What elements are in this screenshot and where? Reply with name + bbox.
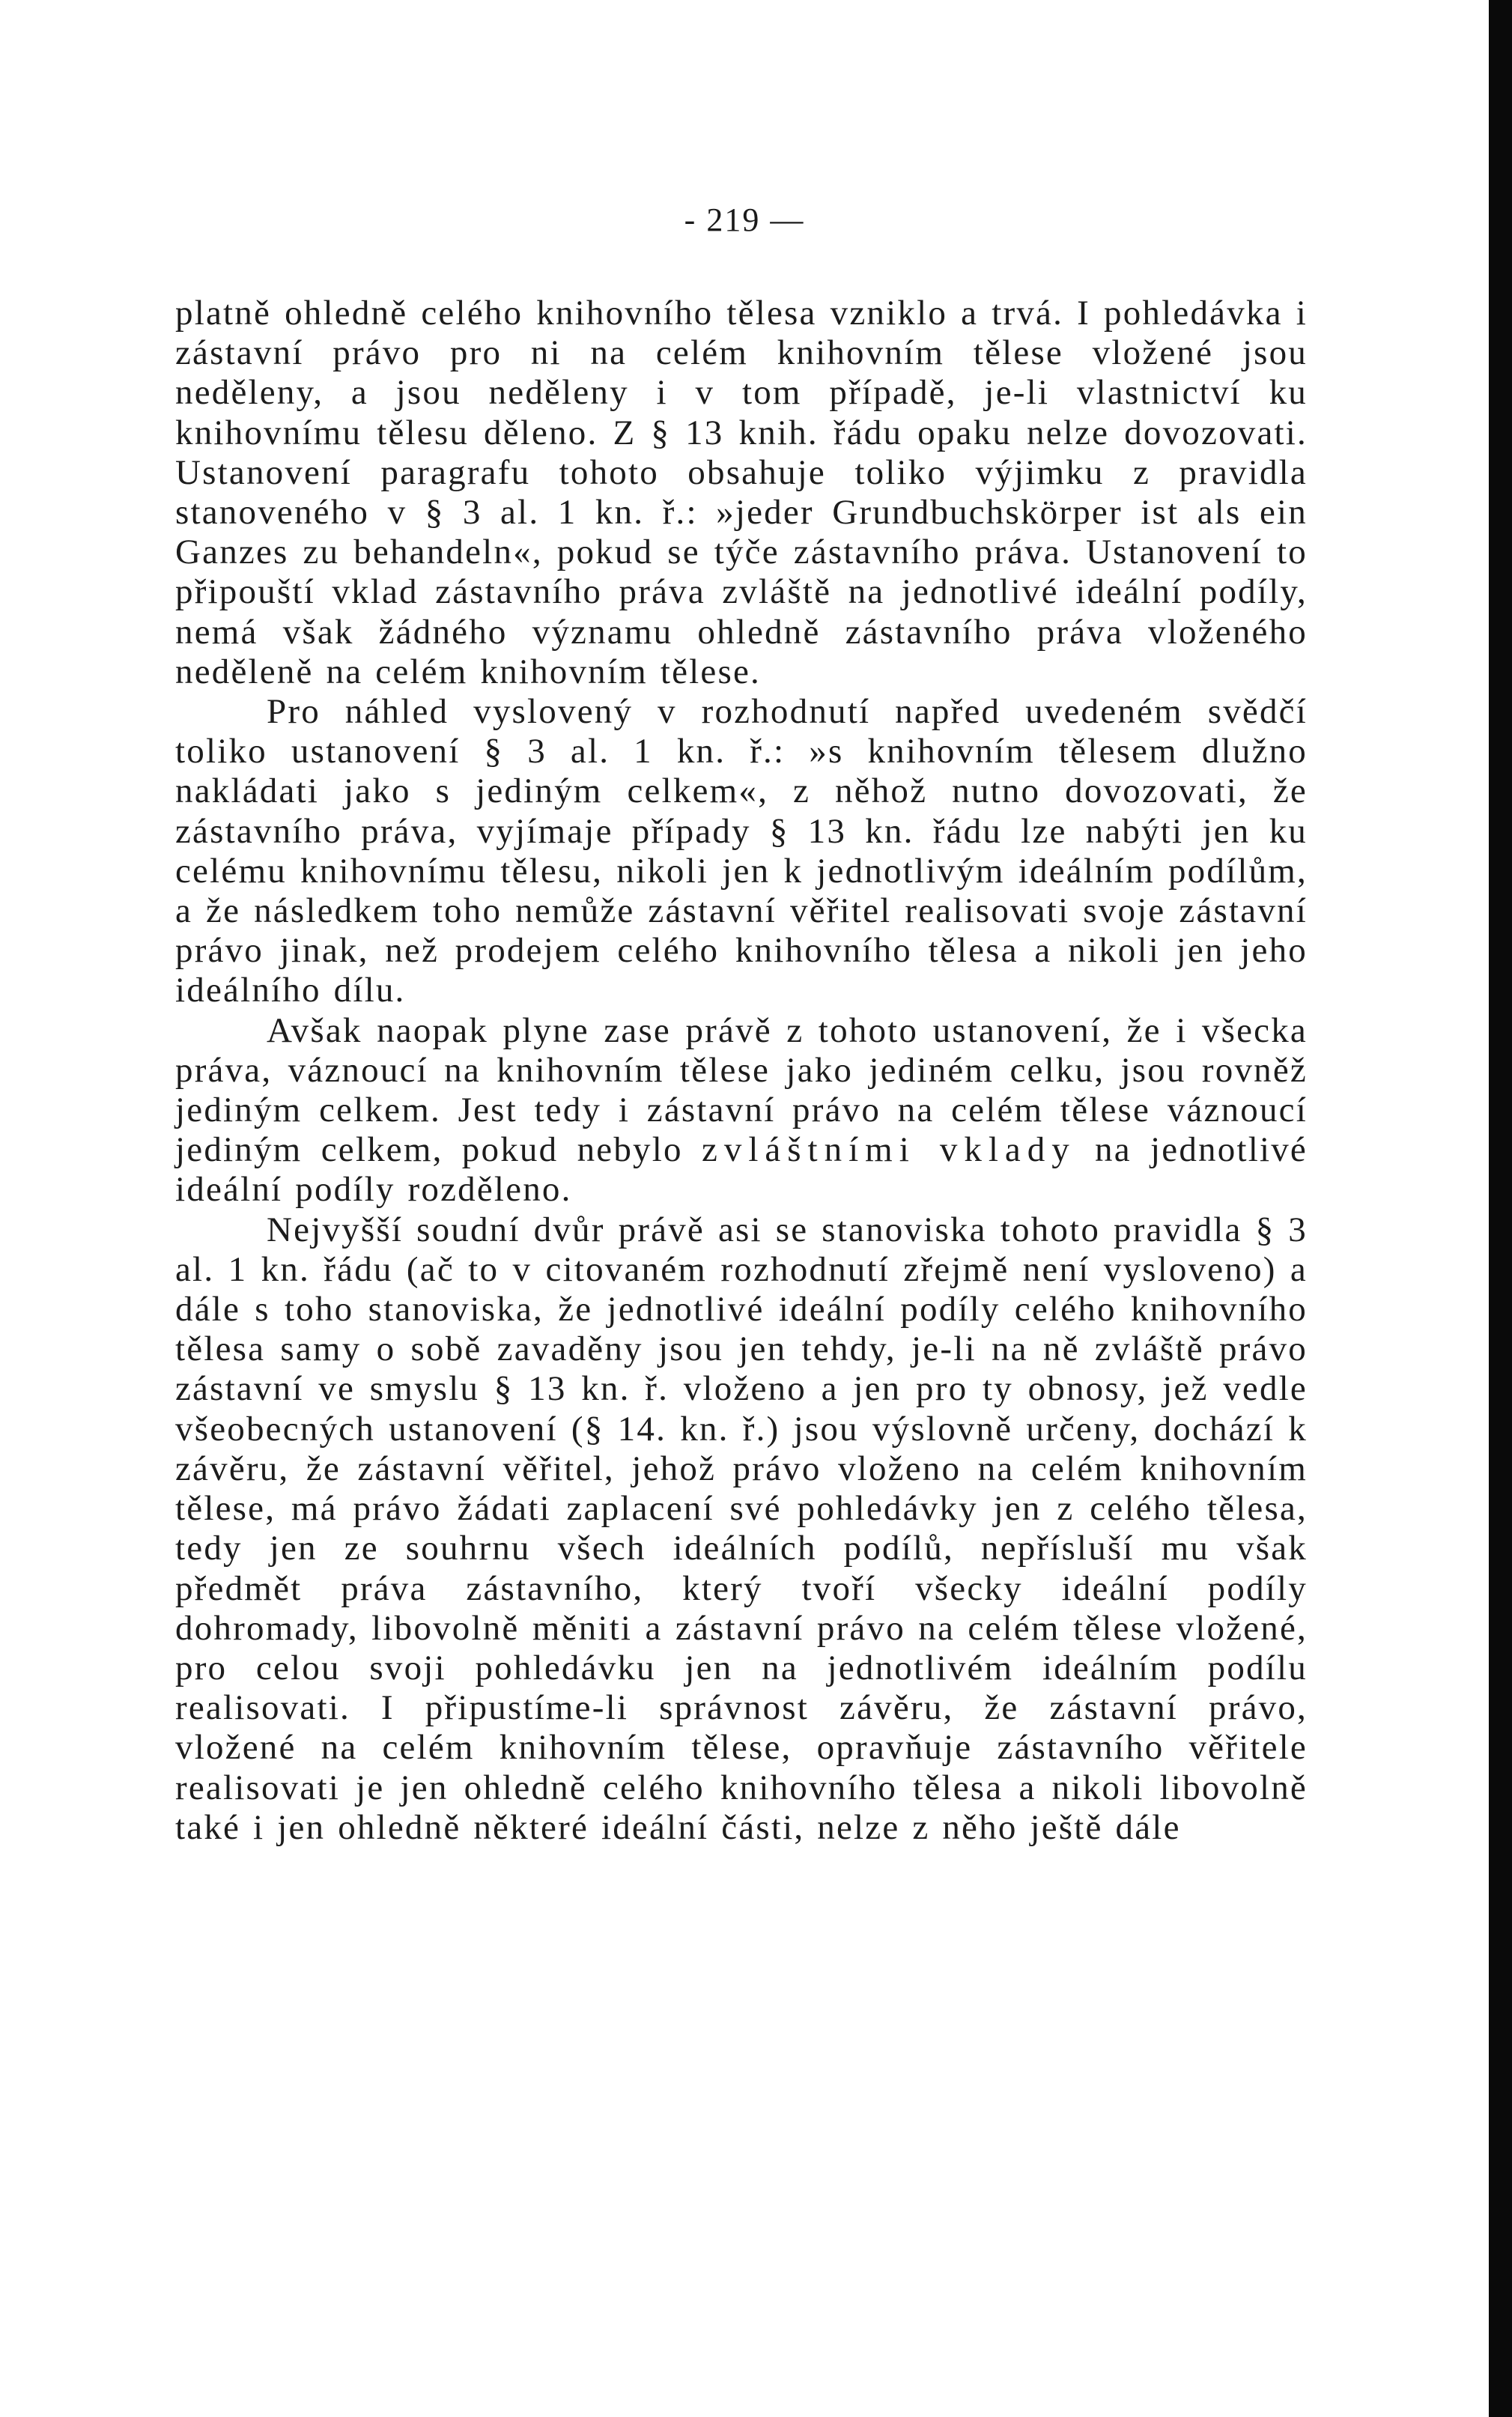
spaced-emphasis: zvláštními vklady: [701, 1130, 1076, 1170]
paragraph-3-start: Avšak naopak plyne zase právě z tohoto ustanovení, že i všecka práva, váznoucí na knihovním tělese jako jediném celku, jsou rovněž jediným celkem. Jest tedy i zástavní právo na celém tělese váznoucí jediným celkem, pokud nebylo: [175, 1010, 1308, 1170]
paragraph-3: [175, 1011, 1308, 1210]
paragraph-2: Pro náhled vyslovený v rozhodnutí napřed uvedeném svědčí toliko ustanovení § 3 al. 1 kn. ř.: »s knihovním tělesem dlužno nakládati jako s jediným celkem«, z něhož nutno dovozovati, že zástavního práva, vyjímaje případy § 13 kn. řádu lze nabýti jen ku celému knihovnímu tělesu, nikoli jen k jednotlivým ideálním podílům, a že následkem toho nemůže zástavní věřitel realisovati svoje zástavní právo jinak, než prodejem celého knihovního tělesa a nikoli jen jeho ideálního dílu.: [175, 692, 1308, 1010]
paragraph-1: platně ohledně celého knihovního tělesa vzniklo a trvá. I pohledávka i zástavní právo pro ni na celém knihovním tělese vložené jsou neděleny, a jsou neděleny i v tom případě, je-li vlastnictví ku knihovnímu tělesu děleno. Z § 13 knih. řádu opaku nelze dovozovati. Ustanovení paragrafu tohoto obsahuje toliko výjimku z pravidla stanoveného v § 3 al. 1 kn. ř.: »jeder Grundbuchskörper ist als ein Ganzes zu behandeln«, pokud se týče zástavního práva. Ustanovení to připouští vklad zástavního práva zvláště na jednotlivé ideální podíly, nemá však žádného významu ohledně zástavního práva vloženého neděleně na celém knihovním tělese.: [175, 294, 1308, 691]
page-number: - 219 —: [684, 201, 805, 238]
scan-edge: [1489, 0, 1512, 2417]
paragraph-4: Nejvyšší soudní dvůr právě asi se stanoviska tohoto pravidla § 3 al. 1 kn. řádu (ač to v citovaném rozhodnutí zřejmě není vysloveno) a dále s toho stanoviska, že jednotlivé ideální podíly celého knihovního tělesa samy o sobě zavaděny jsou jen tehdy, je-li na ně zvláště právo zástavní ve smyslu § 13 kn. ř. vloženo a jen pro ty obnosy, jež vedle všeobecných ustanovení (§ 14. kn. ř.) jsou výslovně určeny, dochází k závěru, že zástavní věřitel, jehož právo vloženo na celém knihovním tělese, má právo žádati zaplacení své pohledávky jen z celého tělesa, tedy jen ze souhrnu všech ideálních podílů, nepřísluší mu však předmět práva zástavního, který tvoří všecky ideální podíly dohromady, libovolně měniti a zástavní právo na celém tělese vložené, pro celou svoji pohledávku jen na jednotlivém ideálním podílu realisovati. I připustíme-li správnost závěru, že zástavní právo, vložené na celém knihovním tělese, opravňuje zástavního věřitele realisovati je jen ohledně celého knihovního tělesa a nikoli libovolně také i jen ohledně některé ideální části, nelze z něho ještě dále: [175, 1210, 1308, 1847]
body-text: [175, 294, 1308, 1848]
paragraph-3-end: na jednotlivé ideální podíly rozděleno.: [175, 1130, 1308, 1210]
